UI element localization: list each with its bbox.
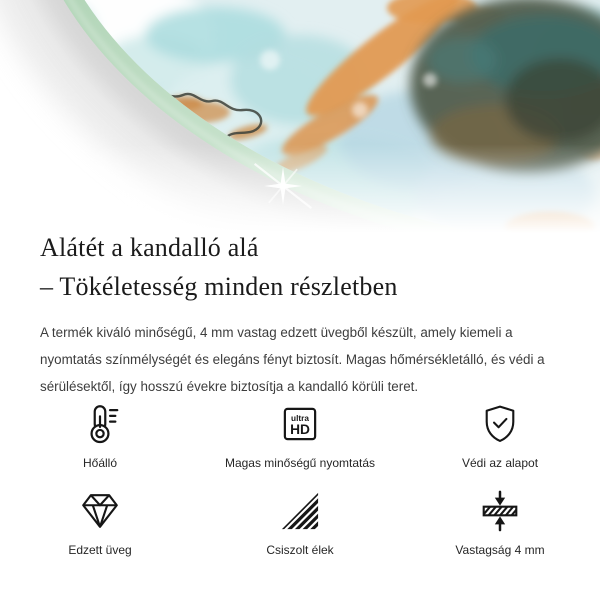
svg-text:ultra: ultra — [291, 413, 309, 423]
beveled-edge-icon — [277, 485, 323, 537]
glass-mat-illustration — [0, 0, 600, 240]
page-title-line2: – Tökéletesség minden részletben — [40, 272, 398, 301]
diamond-icon — [76, 485, 124, 537]
shield-check-icon — [478, 398, 522, 450]
feature-polished-edges — [200, 485, 400, 558]
feature-thickness — [400, 485, 600, 558]
feature-label: Csiszolt élek — [266, 543, 334, 557]
feature-tempered-glass — [0, 485, 200, 558]
thickness-arrows-icon — [477, 485, 523, 537]
feature-label: Hőálló — [82, 456, 118, 470]
product-description: A termék kiváló minőségű, 4 mm vastag edzett üvegből készült, amely kiemeli a nyomtatás színmélységét és elegáns fényt biztosít. Magas hőmérsékletálló, és védi a sérülésektől, így hosszú évekre biztosítja a kandalló körüli teret. — [40, 325, 545, 395]
ultra-hd-icon — [278, 398, 322, 450]
page-title — [40, 228, 580, 306]
feature-grid — [0, 398, 600, 558]
svg-text:HD: HD — [290, 422, 310, 438]
thermometer-icon — [77, 398, 123, 450]
feature-label: Edzett üveg — [68, 543, 132, 557]
page-title-line1: Alátét a kandalló alá — [40, 233, 259, 262]
product-image-glass-mat — [0, 0, 600, 240]
feature-ultra-hd-print — [200, 398, 400, 471]
feature-heat-resistant — [0, 398, 200, 471]
feature-protects-base — [400, 398, 600, 471]
feature-label: Védi az alapot — [461, 456, 539, 470]
feature-label: Magas minőségű nyomtatás — [224, 456, 376, 470]
feature-label: Vastagság 4 mm — [455, 543, 545, 557]
